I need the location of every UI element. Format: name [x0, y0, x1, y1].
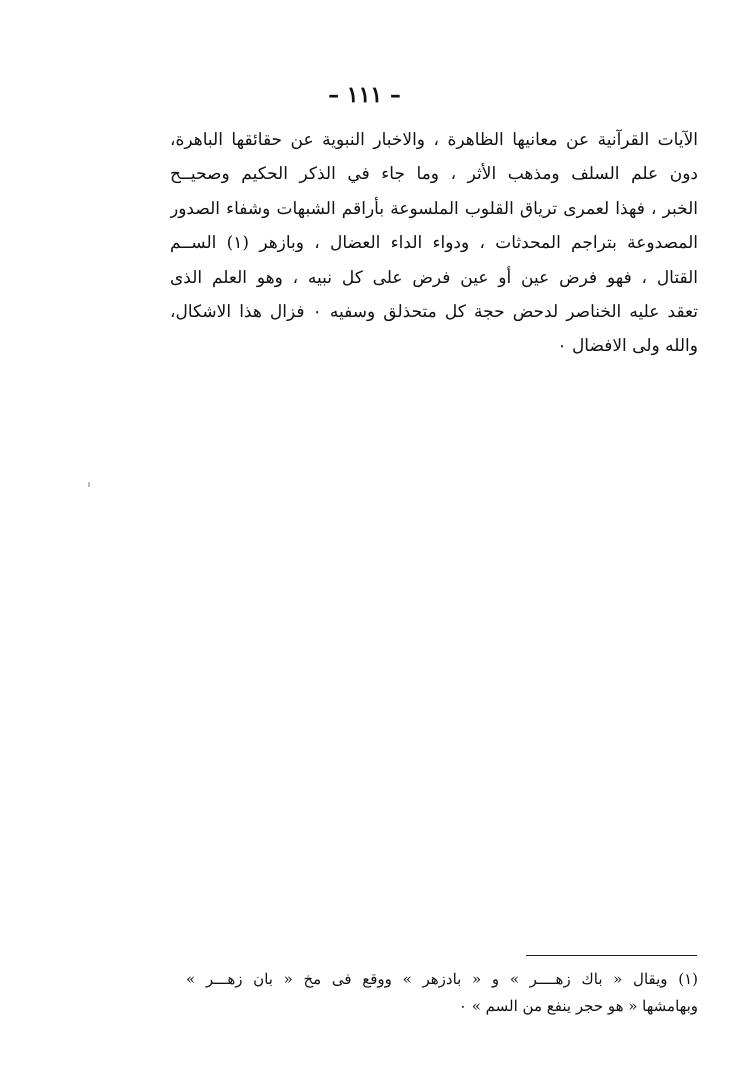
- footnotes-block: [186, 966, 698, 1020]
- footnote-line-2: وبهامشها « هو حجر ينفع من السم » ٠: [458, 997, 698, 1015]
- text-line-5: القتال ، فهو فرض عين أو عين فرض على كل نبيه ، وهو العلم الذى: [170, 267, 698, 288]
- text-line-7: والله ولى الافضال ٠: [557, 336, 698, 357]
- text-line-4: المصدوعة بتراجم المحدثات ، ودواء الداء العضال ، وبازهر (١) الســم: [170, 233, 698, 254]
- text-line-6: تعقد عليه الخناصر لدحض حجة كل متحذلق وسفيه ٠ فزال هذا الاشكال،: [170, 301, 698, 322]
- footnote-line-1: (١) ويقال « باك زهــــر » و « بادزهر » ووقع فى مخ « بان زهـــر »: [186, 970, 698, 988]
- footnote-separator: [526, 955, 697, 956]
- text-line-1: الآيات القرآنية عن معانيها الظاهرة ، والاخبار النبوية عن حقائقها الباهرة،: [170, 130, 698, 150]
- page-number: – ١١١ –: [328, 82, 401, 108]
- scan-speck: [88, 482, 90, 487]
- main-text-block: [170, 123, 698, 364]
- text-line-2: دون علم السلف ومذهب الأثر ، وما جاء في الذكر الحكيم وصحيــح: [170, 164, 698, 185]
- text-line-3: الخبر ، فهذا لعمرى ترياق القلوب الملسوعة بأراقم الشبهات وشفاء الصدور: [170, 198, 698, 219]
